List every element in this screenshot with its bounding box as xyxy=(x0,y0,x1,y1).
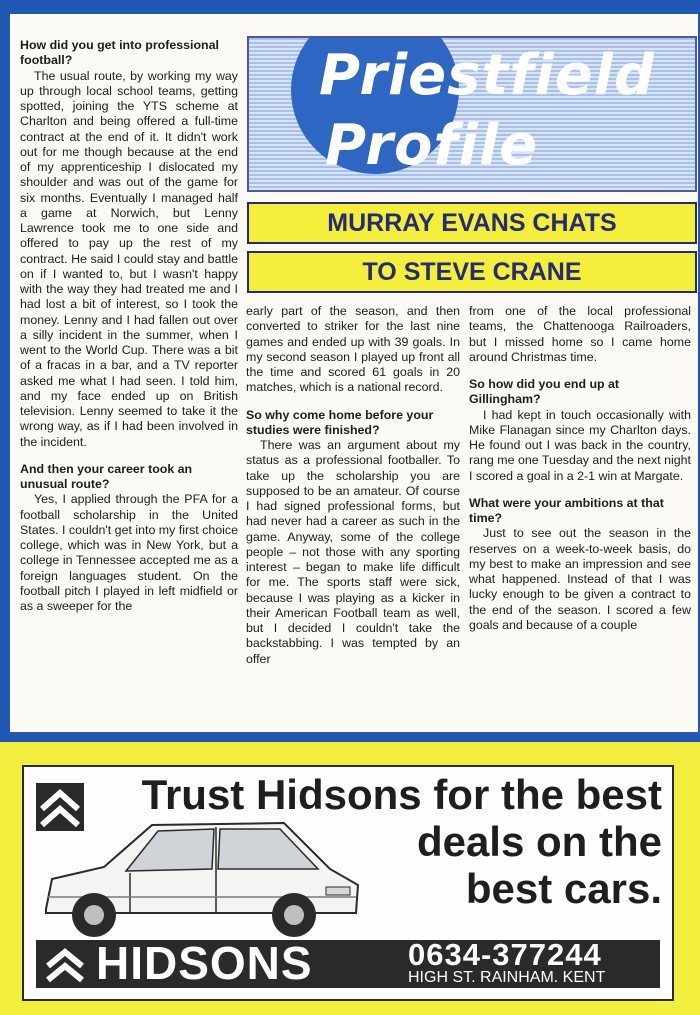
advert-headline-line2: deals on the xyxy=(416,818,662,865)
masthead xyxy=(247,36,697,192)
subtitle-banner-1: MURRAY EVANS CHATS xyxy=(247,202,697,244)
advert-headline-line1: Trust Hidsons for the best xyxy=(141,771,662,818)
advert-brand-name: HIDSONS xyxy=(96,937,313,989)
answer-paragraph: from one of the local professional teams, the Chattenooga Railroaders, but I missed home so I came home around Christmas time. xyxy=(469,304,691,364)
question-heading: So why come home before your studies were finished? xyxy=(246,407,434,437)
advert-address: HIGH ST. RAINHAM. KENT xyxy=(408,969,606,986)
answer-paragraph: The usual route, by working my way up through local school teams, getting spotted, joining the YTS scheme at Charlton and being offered a full-time contract at the end of it. It didn't work out for me though because at the end of my apprenticeship I dislocated my shoulder and was out of the game for six months. Eventually I managed half a game at Norwich, but Lenny Lawrence took me to one side and offered to pay up the rest of my contract. He said I could stay and battle on if I wanted to, but I wasn't happy with the way they had treated me and I had lost a bit of interest, so I took the money. Lenny and I had fallen out over a silly incident in the summer, when I went to the World Cup. There was a bit of a fracas in a bar, and a TV reporter asked me what I had seen. I told him, and my face ended up on British television. Lenny seemed to take it the wrong way, as if I had been involved in the incident. xyxy=(20,68,238,449)
question-heading: How did you get into professional football? xyxy=(20,38,219,68)
masthead-title-line2: Profile xyxy=(325,113,539,178)
advert-brand-bar xyxy=(36,937,660,989)
advert-headline-line3: best cars. xyxy=(465,865,662,912)
masthead-title-line1: Priestfield xyxy=(319,43,656,108)
article-page xyxy=(10,14,698,732)
subtitle-banner-2: TO STEVE CRANE xyxy=(247,251,697,293)
question-heading: What were your ambitions at that time? xyxy=(469,495,664,525)
answer-paragraph: Just to see out the season in the reserves on a week-to-week basis, do my best to make an impression and see what happened. Instead of that I was lucky enough to be given a contract to the end of the season. I scored a few goals and because of a couple xyxy=(469,526,691,632)
answer-paragraph: There was an argument about my status as a professional footballer. To take up the scholarship you are supposed to be an amateur. Of course I had signed professional forms, but had never had a career as such in the game. Anyway, some of the college people – not those with any sporting interest – began to make life difficult for me. The sports staff were sick, because I was playing as a kicker in their American Football team as well, but I decided I couldn't take the backstabbing. I was tempted by an offer xyxy=(246,438,460,666)
answer-paragraph: I had kept in touch occasionally with Mike Flanagan since my Charlton days. He found out I was back in the country, rang me one Tuesday and the next night I scored a goal in a 2-1 win at Margate. xyxy=(469,407,691,483)
article-column-2 xyxy=(246,304,460,667)
hidsons-advert xyxy=(22,765,674,1001)
advert-phone-number: 0634-377244 xyxy=(408,937,602,972)
question-heading: So how did you end up at Gillingham? xyxy=(469,377,620,407)
double-chevron-logo-icon xyxy=(44,944,86,984)
article-column-1 xyxy=(20,38,238,614)
answer-paragraph: early part of the season, and then converted to striker for the last nine games and ended up with 39 goals. In my second season I played up front all the time and scored 61 goals in 20 matches, which is a national record. xyxy=(246,304,460,395)
hatchback-car-icon xyxy=(34,817,364,942)
article-column-3 xyxy=(469,304,691,633)
answer-paragraph: Yes, I applied through the PFA for a football scholarship in the United States. I couldn't get into my first choice college, which was in New York, but a college in Tennessee accepted me as a foreign languages student. On the football pitch I played in left midfield or as a sweeper for the xyxy=(20,492,238,613)
question-heading: And then your career took an unusual route? xyxy=(20,461,193,491)
